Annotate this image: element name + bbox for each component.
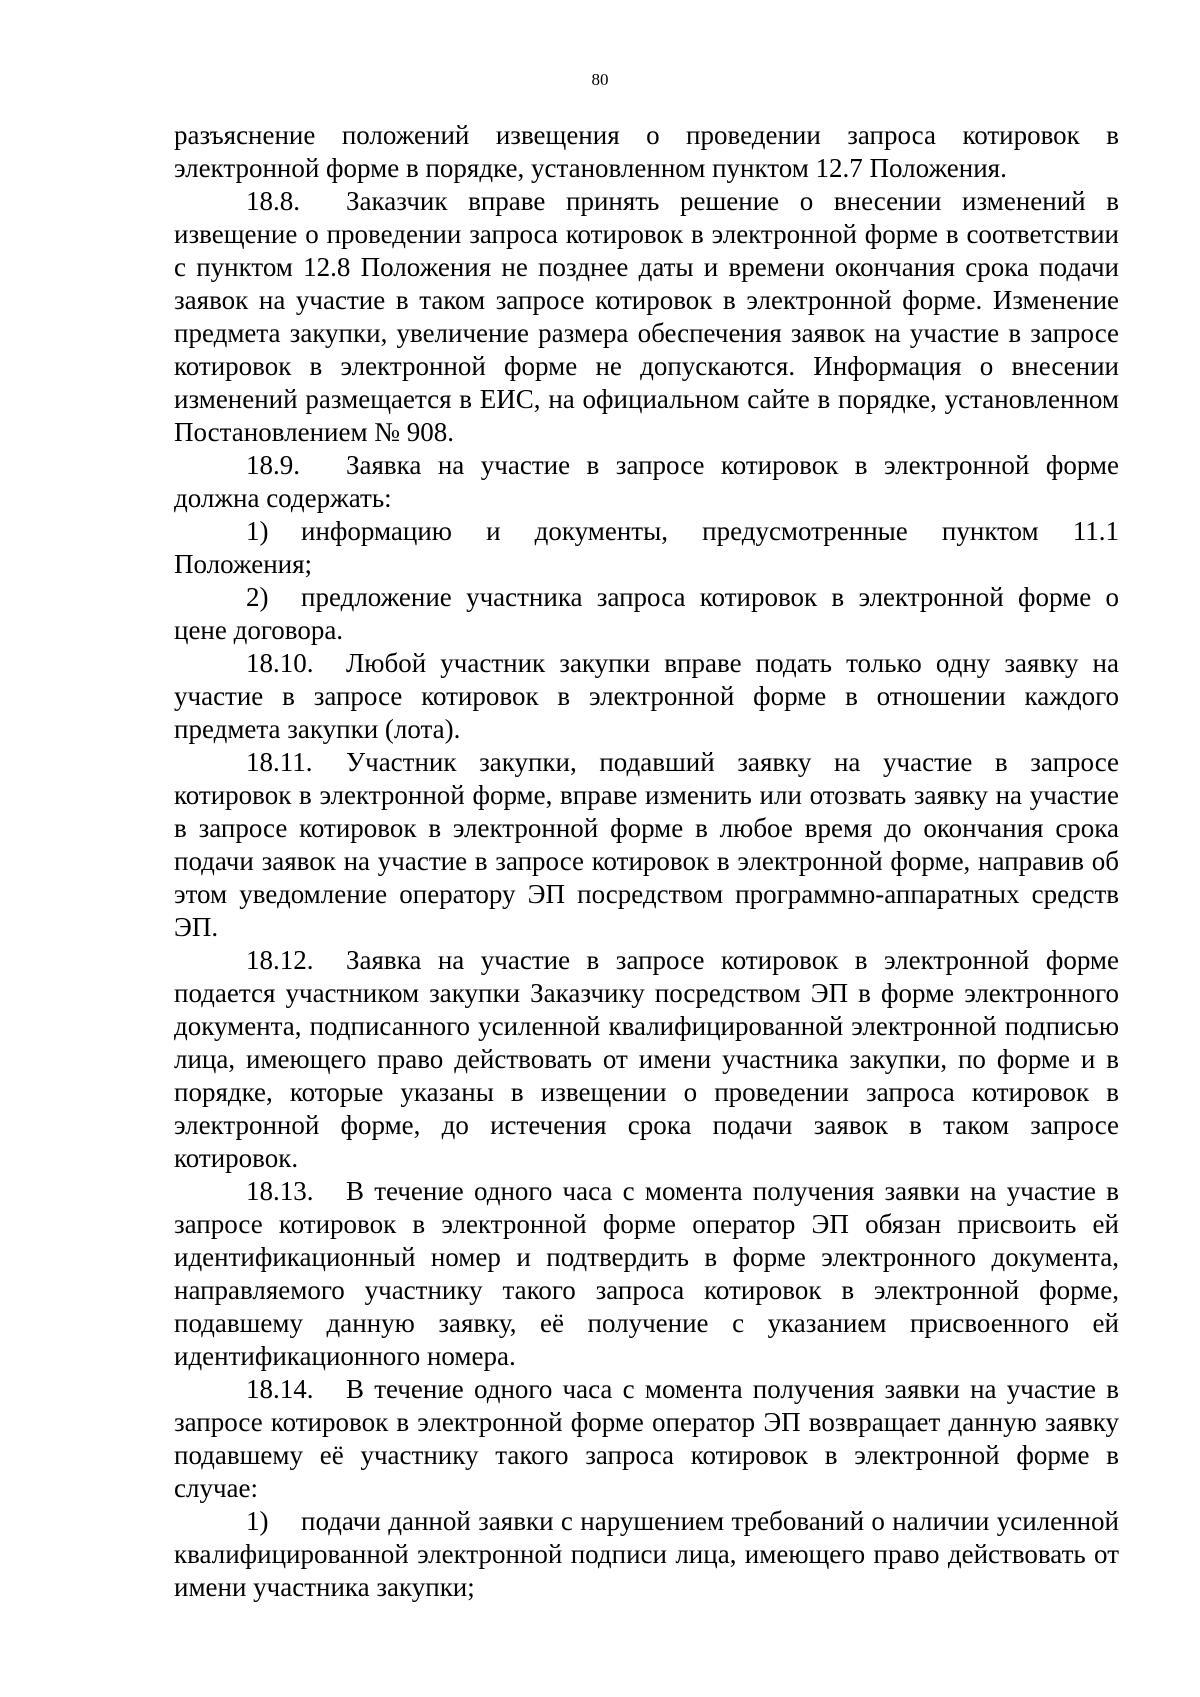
clause-text: В течение одного часа с момента получения заявки на участие в запросе котировок в электронной форме оператор ЭП обязан присвоить ей идентификационный номер и подтвердить в форме электронного документа, направляемого участнику такого запроса котировок в электронной форме, подавшему данную заявку, её получение с указанием присвоенного ей идентификационного номера. <box>174 1176 1119 1371</box>
list-item-text: подачи данной заявки с нарушением требований о наличии усиленной квалифицированной электронной подписи лица, имеющего право действовать от имени участника закупки; <box>174 1506 1119 1602</box>
list-item-number: 1) <box>246 1506 269 1536</box>
clause-18-12 <box>174 944 1119 1175</box>
clause-number: 18.11. <box>246 747 313 777</box>
clause-number: 18.9. <box>246 450 300 480</box>
paragraph-text: разъяснение положений извещения о проведении запроса котировок в электронной форме в порядке, установленном пунктом 12.7 Положения. <box>174 120 1119 183</box>
page-number: 80 <box>591 70 609 89</box>
list-item-number: 2) <box>246 582 269 612</box>
clause-text: Любой участник закупки вправе подать только одну заявку на участие в запросе котировок в электронной форме в отношении каждого предмета закупки (лота). <box>174 648 1119 744</box>
clause-text: Заявка на участие в запросе котировок в электронной форме подается участником закупки Заказчику посредством ЭП в форме электронного документа, подписанного усиленной квалифицированной электронной подписью лица, имеющего право действовать от имени участника закупки, по форме и в порядке, которые указаны в извещении о проведении запроса котировок в электронной форме, до истечения срока подачи заявок в таком запросе котировок. <box>174 945 1119 1173</box>
list-item-number: 1) <box>246 516 269 546</box>
clause-text: Заявка на участие в запросе котировок в электронной форме должна содержать: <box>174 450 1119 513</box>
clause-18-13 <box>174 1175 1119 1373</box>
clause-18-8 <box>174 185 1119 449</box>
clause-text: Участник закупки, подавший заявку на участие в запросе котировок в электронной форме, вправе изменить или отозвать заявку на участие в запросе котировок в электронной форме в любое время до окончания срока подачи заявок на участие в запросе котировок в электронной форме, направив об этом уведомление оператору ЭП посредством программно-аппаратных средств ЭП. <box>174 747 1119 942</box>
list-item-text: информацию и документы, предусмотренные пунктом 11.1 Положения; <box>174 516 1119 579</box>
clause-number: 18.14. <box>246 1374 314 1404</box>
clause-number: 18.12. <box>246 945 314 975</box>
list-item-18-9-2 <box>174 581 1119 647</box>
clause-18-14 <box>174 1373 1119 1505</box>
list-item-18-9-1 <box>174 515 1119 581</box>
paragraph-continuation <box>174 119 1119 185</box>
clause-18-10 <box>174 647 1119 746</box>
clause-text: Заказчик вправе принять решение о внесении изменений в извещение о проведении запроса котировок в электронной форме в соответствии с пунктом 12.8 Положения не позднее даты и времени окончания срока подачи заявок на участие в таком запросе котировок в электронной форме. Изменение предмета закупки, увеличение размера обеспечения заявок на участие в запросе котировок в электронной форме не допускаются. Информация о внесении изменений размещается в ЕИС, на официальном сайте в порядке, установленном Постановлением № 908. <box>174 186 1119 447</box>
clause-18-11 <box>174 746 1119 944</box>
clause-number: 18.8. <box>246 186 300 216</box>
clause-18-9 <box>174 449 1119 515</box>
document-body <box>174 119 1119 1604</box>
list-item-text: предложение участника запроса котировок в электронной форме о цене договора. <box>174 582 1119 645</box>
clause-text: В течение одного часа с момента получения заявки на участие в запросе котировок в электронной форме оператор ЭП возвращает данную заявку подавшему её участнику такого запроса котировок в электронной форме в случае: <box>174 1374 1119 1503</box>
clause-number: 18.13. <box>246 1176 314 1206</box>
clause-number: 18.10. <box>246 648 314 678</box>
list-item-18-14-1 <box>174 1505 1119 1604</box>
